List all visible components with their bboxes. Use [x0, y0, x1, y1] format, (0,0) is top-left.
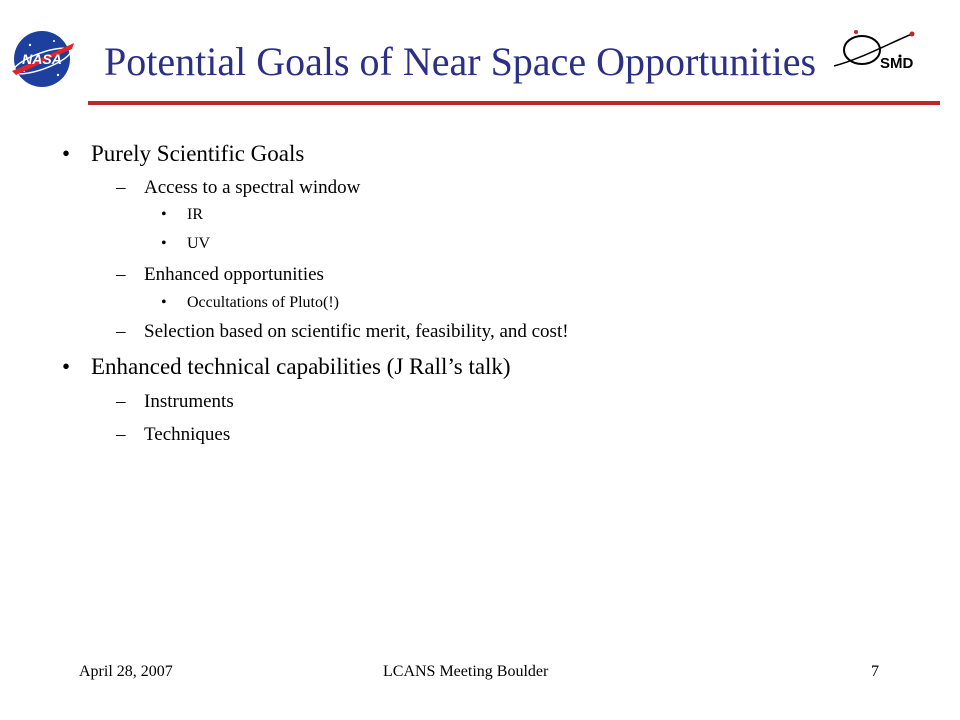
smd-label: SMD: [880, 55, 914, 72]
footer-meeting: LCANS Meeting Boulder: [383, 663, 549, 680]
list-item-text: Instruments: [144, 391, 234, 412]
bullet: •: [62, 141, 71, 166]
bullet: –: [116, 391, 126, 412]
list-item-text: IR: [187, 206, 203, 223]
page-title: Potential Goals of Near Space Opportunities: [104, 39, 817, 84]
bullet: •: [161, 294, 167, 311]
list-item-text: UV: [187, 235, 211, 252]
title-divider: [88, 101, 940, 105]
bullet: –: [116, 177, 126, 198]
bullet: •: [161, 206, 167, 223]
bullet: –: [116, 264, 126, 285]
footer-date: April 28, 2007: [79, 663, 173, 680]
list-item-text: Occultations of Pluto(!): [187, 294, 339, 311]
list-item-text: Enhanced opportunities: [144, 264, 324, 285]
list-item-text: Enhanced technical capabilities (J Rall’s talk): [91, 354, 511, 379]
bullet: –: [116, 424, 126, 445]
nasa-logo: [8, 27, 76, 91]
list-item-text: Techniques: [144, 424, 231, 445]
bullet: •: [161, 235, 167, 252]
list-item-text: Access to a spectral window: [144, 177, 361, 198]
list-item-text: Purely Scientific Goals: [91, 141, 305, 166]
bullet: –: [116, 321, 126, 342]
footer-page-number: 7: [871, 663, 879, 680]
list-item-text: Selection based on scientific merit, feasibility, and cost!: [144, 321, 569, 342]
bullet: •: [62, 354, 71, 379]
nasa-logo-text: NASA: [22, 51, 62, 67]
